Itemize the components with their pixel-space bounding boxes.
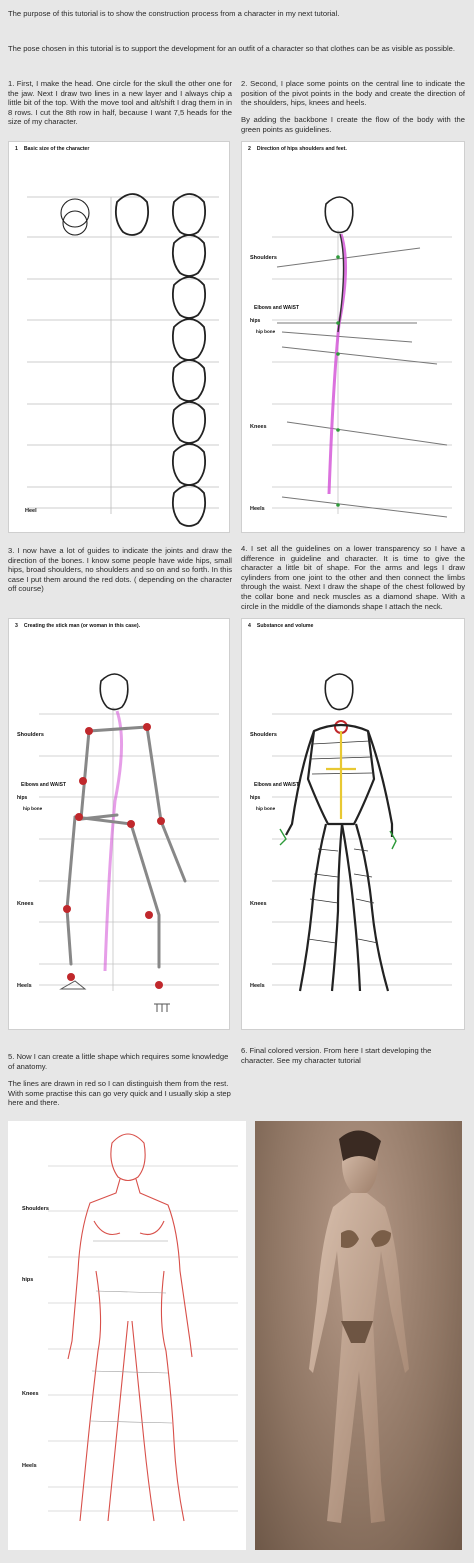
knees-label-5: Knees: [22, 1391, 39, 1397]
heels-label-4: Heels: [250, 983, 265, 989]
panel-3-stick-figure: [8, 618, 230, 1030]
shoulders-label-4: Shoulders: [250, 732, 277, 738]
panel-2-directions: [241, 141, 465, 533]
elbows-waist-label-3: Elbows and WAIST: [21, 782, 67, 788]
step-6-text: 6. Final colored version. From here I start developing the character. See my character tutorial: [241, 1046, 432, 1065]
step-2-text-b: By adding the backbone I create the flow of the body with the green points as guidelines.: [241, 115, 465, 134]
panel-1-header: 1 Basic size of the character: [15, 146, 90, 152]
panel-3-header: 3 Creating the stick man (or woman in this case).: [15, 623, 141, 629]
intro-line-1: The purpose of this tutorial is to show the construction process from a character in my next tutorial.: [8, 9, 340, 18]
panel-2-header: 2 Direction of hips shoulders and feet.: [248, 146, 347, 152]
panel-4-header: 4 Substance and volume: [248, 623, 314, 629]
step-2-text: 2. Second, I place some points on the central line to indicate the position of the pivot points in the body and create the direction of the shoulders, hips, knees and heels.: [241, 79, 465, 108]
step-5-text: 5. Now I can create a little shape which requires some knowledge of anatomy.: [8, 1052, 229, 1071]
final-colored-figure: [255, 1121, 462, 1550]
heels-label-5: Heels: [22, 1463, 37, 1469]
shoulders-label: Shoulders: [250, 255, 277, 261]
elbows-waist-label: Elbows and WAIST: [254, 305, 300, 311]
knees-label: Knees: [250, 424, 267, 430]
hip-bone-label-4: hip bone: [256, 806, 276, 811]
heels-label: Heels: [250, 506, 265, 512]
step-3-text: 3. I now have a lot of guides to indicate the joints and draw the direction of the bones. I know some people have wide hips, small hips, broad shoulders, no shoulders and so on and so forth. In this case I put them around the red dots. ( depending on the character off course): [8, 546, 232, 594]
intro-line-2: The pose chosen in this tutorial is to support the development for an outfit of a character so that clothes can be as visible as possible.: [8, 44, 456, 53]
heel-label: Heel: [25, 508, 37, 514]
knees-label-4: Knees: [250, 901, 267, 907]
shoulders-label-5: Shoulders: [22, 1206, 49, 1212]
panel-5-drawing: [8, 1121, 246, 1550]
panel-5-anatomy-lines: [8, 1121, 246, 1550]
elbows-waist-label-4: Elbows and WAIST: [254, 782, 300, 788]
knees-label-3: Knees: [17, 901, 34, 907]
step-5-text-b: The lines are drawn in red so I can distinguish them from the rest. With some practise this can go very quick and I usually skip a step here and there.: [8, 1079, 231, 1108]
shoulders-label-3: Shoulders: [17, 732, 44, 738]
hips-label-3: hips: [17, 795, 28, 801]
hip-bone-label-3: hip bone: [23, 806, 43, 811]
heels-label-3: Heels: [17, 983, 32, 989]
hip-bone-label: hip bone: [256, 329, 276, 334]
step-4-text: 4. I set all the guidelines on a lower transparency so I have a difference in guideline and character. It is time to give the character a little bit of shape. For the arms and legs I draw cylinders from one joint to the other and then connect the limbs through the waist. Next I draw the shape of the chest followed by the collar bone and neck muscles as a diamond shape. With a circle in the middle of the diamonds shape I attach the neck.: [241, 544, 465, 611]
panel-4-volume: [241, 618, 465, 1030]
panel-2-drawing: [242, 142, 465, 533]
panel-1-basic-size: [8, 141, 230, 533]
panel-1-drawing: [9, 142, 230, 533]
hips-label-5: hips: [22, 1277, 34, 1283]
hips-label-4: hips: [250, 795, 261, 801]
hips-label: hips: [250, 318, 261, 324]
panel-4-drawing: [242, 619, 465, 1030]
panel-3-drawing: [9, 619, 230, 1030]
final-figure-shape: [255, 1121, 462, 1550]
step-1-text: 1. First, I make the head. One circle for the skull the other one for the jaw. Next I draw two lines in a new layer and I always chip a little bit of the top. With the move tool and alt/shift I drag them in in 8 rows. I cut the 8th row in half, because I want 7,5 heads for the size of my character.: [8, 79, 232, 127]
